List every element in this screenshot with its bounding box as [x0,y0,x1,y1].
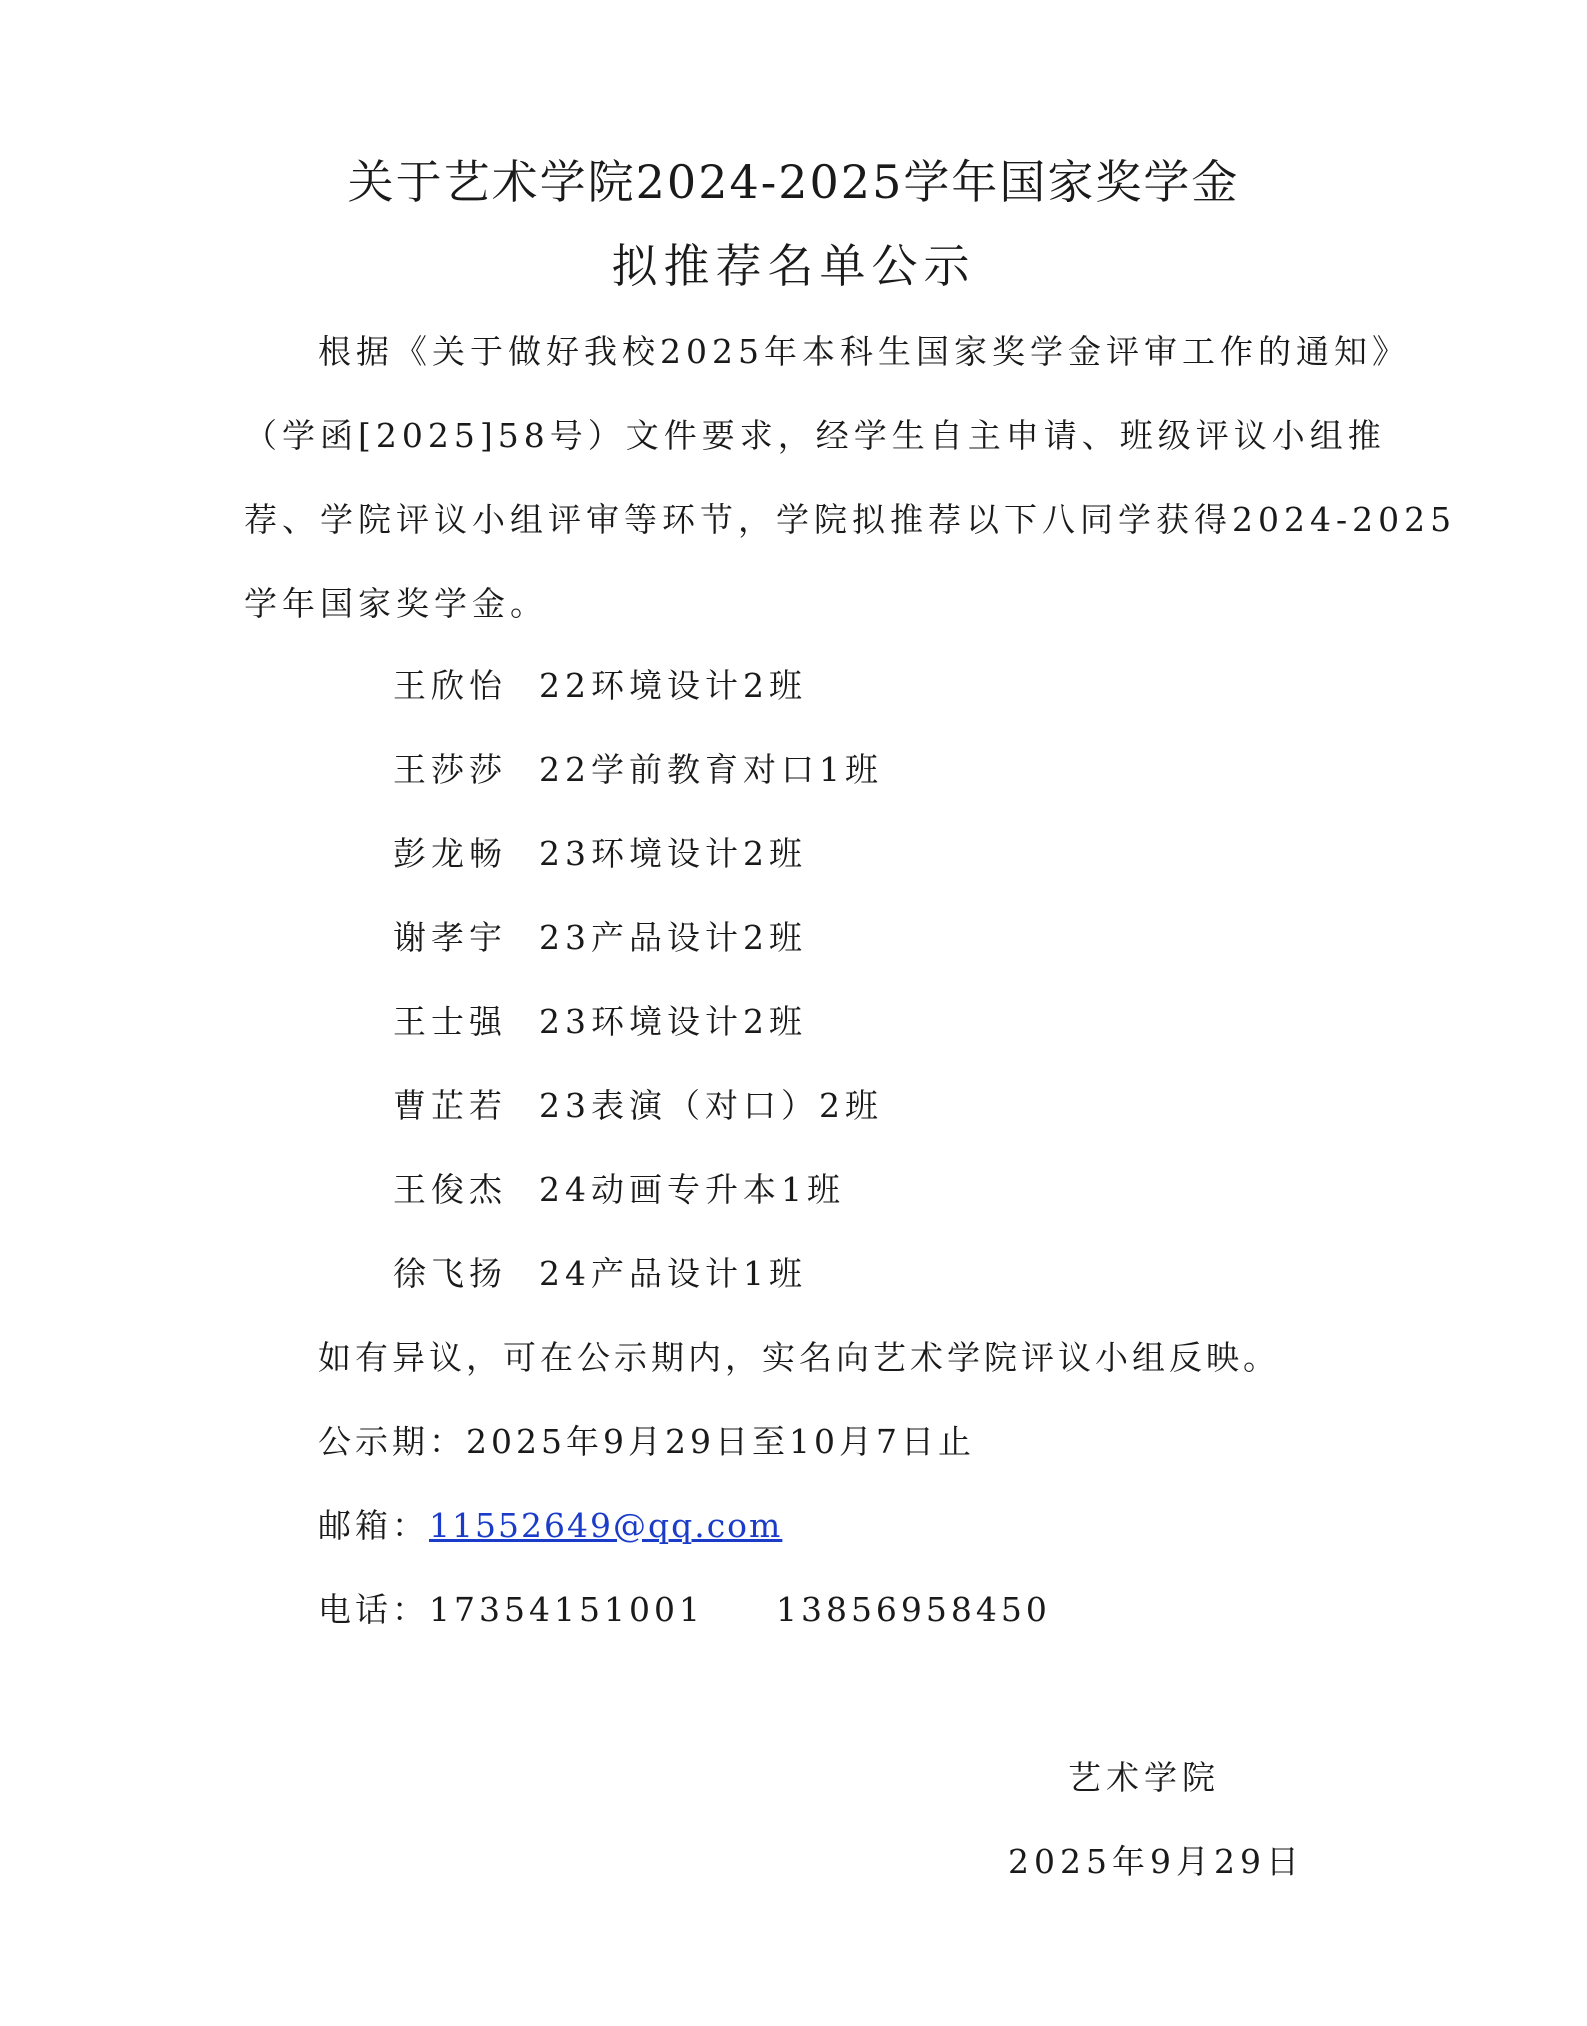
student-row [393,908,807,968]
student-class: 23表演（对口）2班 [539,1086,883,1125]
student-class: 24产品设计1班 [539,1254,807,1293]
phone-number-1: 17354151001 [429,1590,704,1629]
student-row [393,1244,807,1304]
student-name: 王俊杰 [393,1170,507,1209]
phone-label: 电话： [318,1590,429,1629]
student-class: 23环境设计2班 [539,834,807,873]
body-paragraph-line-1: 根据《关于做好我校2025年本科生国家奖学金评审工作的通知》 [318,332,1410,371]
phone-number-2: 13856958450 [775,1590,1051,1629]
student-row [393,992,807,1052]
student-name: 王莎莎 [393,750,507,789]
document-title-line-1: 关于艺术学院2024-2025学年国家奖学金 [347,155,1240,209]
body-paragraph-line-2: （学函[2025]58号）文件要求，经学生自主申请、班级评议小组推 [244,416,1386,455]
body-paragraph-line-4: 学年国家奖学金。 [244,584,548,623]
student-class: 23环境设计2班 [539,1002,807,1041]
signature-date: 2025年9月29日 [1008,1842,1304,1881]
document-title-line-2: 拟推荐名单公示 [611,239,976,293]
body-paragraph-line-3: 荐、学院评议小组评审等环节，学院拟推荐以下八同学获得2024-2025 [244,500,1457,539]
student-name: 王欣怡 [393,666,507,705]
student-class: 22学前教育对口1班 [539,750,883,789]
student-row [393,1160,845,1220]
student-row [393,1076,883,1136]
student-name: 徐飞扬 [393,1254,507,1293]
student-row [393,740,883,800]
publicity-period: 公示期：2025年9月29日至10月7日止 [318,1422,975,1461]
student-name: 彭龙畅 [393,834,507,873]
student-class: 22环境设计2班 [539,666,807,705]
email-line [318,1496,782,1556]
phone-line [318,1580,1051,1640]
email-label: 邮箱： [318,1506,429,1545]
objection-notice: 如有异议，可在公示期内，实名向艺术学院评议小组反映。 [318,1338,1280,1377]
student-class: 23产品设计2班 [539,918,807,957]
student-name: 谢孝宇 [393,918,507,957]
signature-organization: 艺术学院 [1068,1758,1220,1797]
email-link[interactable]: 11552649@qq.com [429,1506,783,1545]
student-name: 王士强 [393,1002,507,1041]
student-class: 24动画专升本1班 [539,1170,845,1209]
student-row [393,656,807,716]
student-name: 曹芷若 [393,1086,507,1125]
student-row [393,824,807,884]
